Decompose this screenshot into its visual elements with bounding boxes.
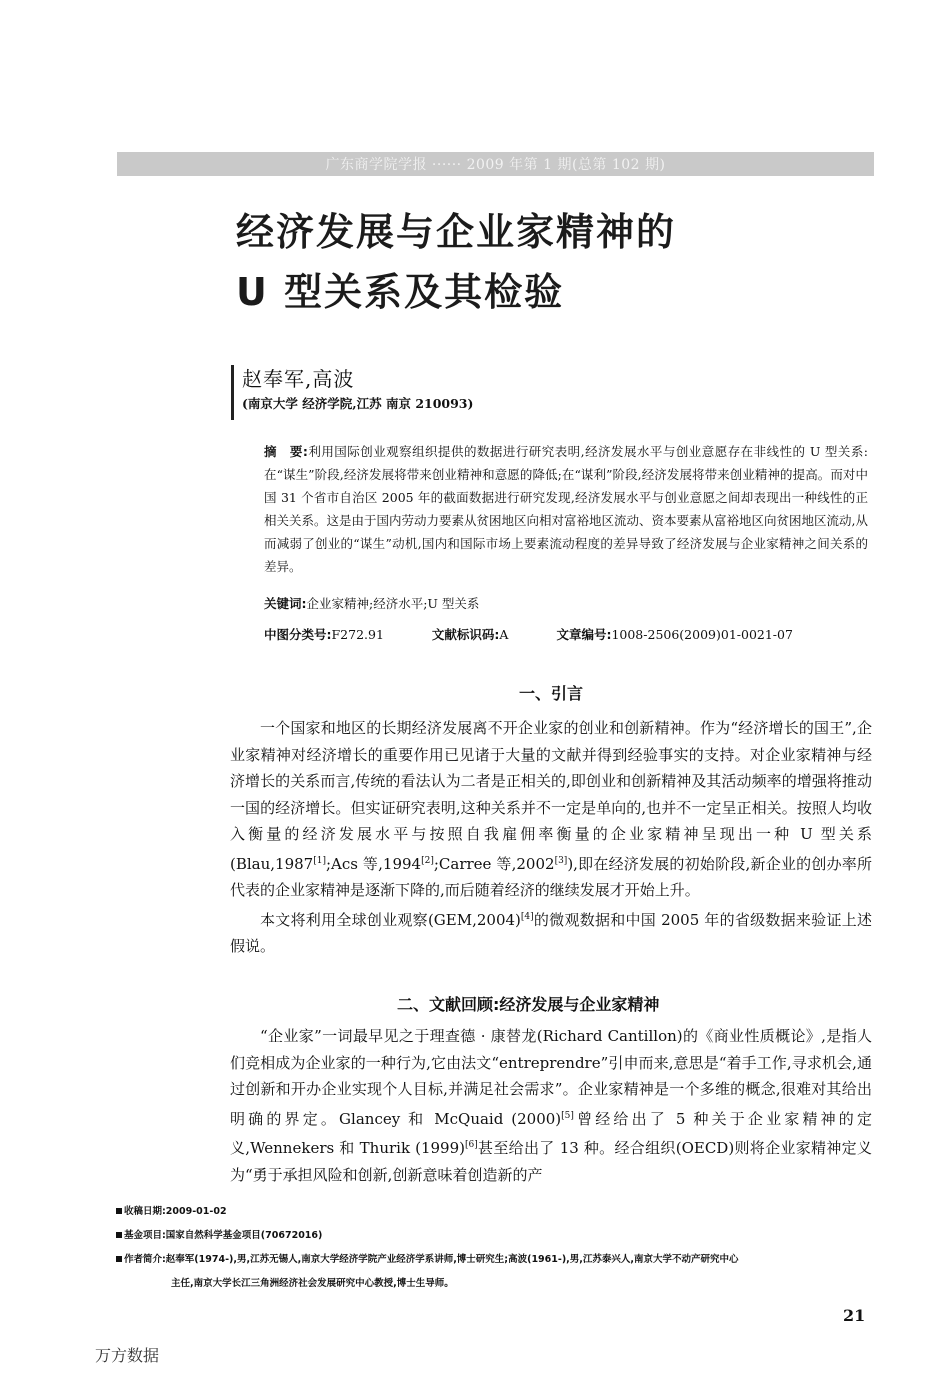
abstract-label: 摘 要: [264,444,308,459]
received-date: 收稿日期:2009-01-02 [124,1206,227,1217]
citation-1[interactable]: [1] [313,855,326,866]
classification-meta [264,625,864,645]
citation-4[interactable]: [4] [520,911,534,922]
intro-paragraph-2 [230,904,872,960]
citation-2[interactable]: [2] [421,855,434,866]
citation-3[interactable]: [3] [554,855,568,866]
bullet-square-icon [116,1256,122,1262]
footnote-received [116,1200,876,1224]
title-line-1: 经济发展与企业家精神的 [236,210,677,254]
clc-number [264,625,384,645]
journal-header: 广东商学院学报 ······ 2009 年第 1 期(总第 102 期) [325,157,666,173]
watermark: 万方数据 [95,1346,160,1365]
journal-header-band [117,152,874,176]
page-number: 21 [843,1306,866,1325]
footnote-bio-continued [116,1272,876,1296]
article-number [556,625,792,645]
intro-p1-text-b: ;Acs 等,1994 [325,854,422,873]
keywords-label: 关键词: [264,596,307,611]
footnote-bio [116,1248,876,1272]
author-bio-line-2: 主任,南京大学长江三角洲经济社会发展研究中心教授,博士生导师。 [171,1278,454,1289]
title-line-2: U 型关系及其检验 [236,270,565,314]
doc-value: A [499,627,509,642]
authors: 赵奉军,高波 [242,367,355,391]
review-paragraph-1 [230,1023,872,1188]
article-title [236,202,676,322]
citation-6[interactable]: [6] [465,1140,478,1150]
footnotes [116,1200,876,1296]
footnote-fund [116,1224,876,1248]
section-heading-literature-review: 二、文献回顾:经济发展与企业家精神 [397,995,660,1014]
affiliation: (南京大学 经济学院,江苏 南京 210093) [242,396,474,411]
review-p1-text-b: 曾经给出了 5 种关于企业家精神的定义,Wennekers 和 Thurik (1999) [230,1109,872,1157]
intro-paragraph-1 [230,715,872,904]
intro-p1-text-c: ;Carree 等,2002 [433,854,555,873]
bullet-square-icon [116,1208,122,1214]
review-p1-text-a: “企业家”一词最早见之于理查德 · 康替龙(Richard Cantillon)的《商业性质概论》,是指人们竞相成为企业家的一种行为,它由法文“entreprendre”引申而来,意思是“着手工作,寻求机会,通过创新和开办企业实现个人目标,并满足社会需求”。企业家精神是一个多维的概念,很难对其给出明确的界定。Glancey 和 McQuaid (2000) [230,1027,872,1128]
article-label: 文章编号: [556,627,612,642]
author-bio-line-1: 作者简介:赵奉军(1974-),男,江苏无锡人,南京大学经济学院产业经济学系讲师,博士研究生;高波(1961-),男,江苏泰兴人,南京大学不动产研究中心 [124,1254,739,1265]
keywords-text: 企业家精神;经济水平;U 型关系 [306,596,480,611]
clc-label: 中图分类号: [264,627,332,642]
bullet-square-icon [116,1232,122,1238]
intro-p2-text-a: 本文将利用全球创业观察(GEM,2004) [260,910,521,929]
citation-5[interactable]: [5] [561,1110,574,1121]
abstract [264,440,868,578]
author-block [231,365,473,420]
fund-project: 基金项目:国家自然科学基金项目(70672016) [124,1230,323,1241]
clc-value: F272.91 [331,627,384,642]
abstract-text: 利用国际创业观察组织提供的数据进行研究表明,经济发展水平与创业意愿存在非线性的 U 型关系:在“谋生”阶段,经济发展将带来创业精神和意愿的降低;在“谋利”阶段,经济发展将带来创业精神的提高。而对中国 31 个省市自治区 2005 年的截面数据进行研究发现,经济发展水平与创业意愿之间却表现出一种线性的正相关关系。这是由于国内劳动力要素从贫困地区向相对富裕地区流动、资本要素从富裕地区向贫困地区流动,从而减弱了创业的“谋生”动机,国内和国际市场上要素流动程度的差异导致了经济发展与企业家精神之间关系的差异。 [264,444,869,574]
intro-p1-text-a: 一个国家和地区的长期经济发展离不开企业家的创业和创新精神。作为“经济增长的国王”,企业家精神对经济增长的重要作用已见诸于大量的文献并得到经验事实的支持。对企业家精神与经济增长的关系而言,传统的看法认为二者是正相关的,即创业和创新精神及其活动频率的增强将推动一国的经济增长。但实证研究表明,这种关系并不一定是单向的,也并不一定呈正相关。按照人均收入衡量的经济发展水平与按照自我雇佣率衡量的企业家精神呈现出一种 U 型关系(Blau,1987 [230,719,872,873]
doc-label: 文献标识码: [431,627,500,642]
introduction-body [230,715,872,960]
intro-p1-text-d: ),即在经济发展的初始阶段,新企业的创办率所代表的企业家精神是逐渐下降的,而后随着经济的继续发展才开始上升。 [230,854,872,899]
literature-review-body [230,1023,872,1188]
intro-p2-text-b: 的微观数据和中国 2005 年的省级数据来验证上述假说。 [230,910,872,955]
keywords [264,594,479,614]
review-p1-text-c: 甚至给出了 13 种。经合组织(OECD)则将企业家精神定义为“勇于承担风险和创新,创新意味着创造新的产 [230,1139,872,1184]
doc-code [432,625,509,645]
article-value: 1008-2506(2009)01-0021-07 [611,627,793,642]
section-heading-introduction: 一、引言 [519,684,584,703]
